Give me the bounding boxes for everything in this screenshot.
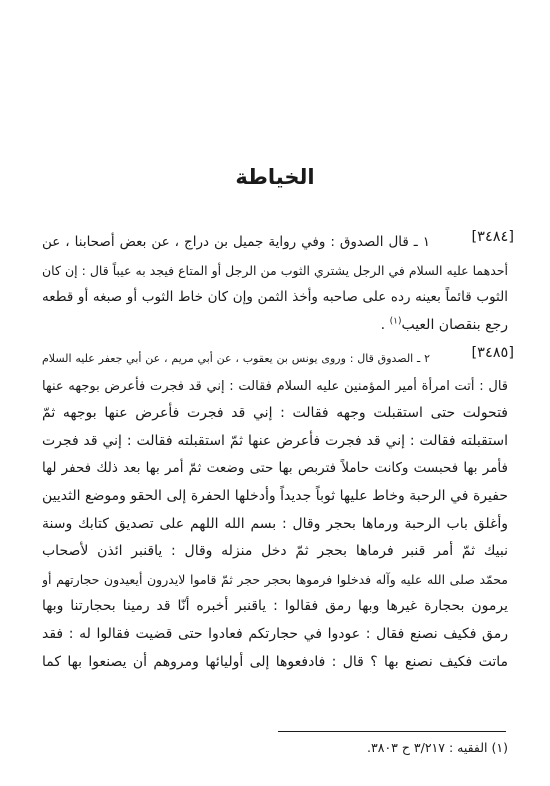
text-line: نبيك ثمّ أمر قنبر فرماها بحجر ثمّ دخل منزله وقال : ياقنبر ائذن لأصحاب <box>42 543 508 560</box>
text-line: استقبلته فقالت : إني قد فجرت فأعرض عنها ثمّ استقبلته فقالت : إني قد فجرت <box>42 432 508 449</box>
text-line-last <box>42 312 508 340</box>
text-fragment: . <box>380 316 390 333</box>
text-fragment: رجع بنقصان العيب <box>401 316 508 333</box>
text-line: ١ ـ قال الصدوق : وفي رواية جميل بن دراج ، عن بعض أصحابنا ، عن <box>42 234 430 250</box>
footnote-divider <box>278 731 506 732</box>
section-title: الخياطة <box>235 165 315 189</box>
text-line: الثوب قائماً بعينه رده على صاحبه وأخذ الثمن وإن كان خاط الثوب أو صبغه أو قطعه <box>42 289 508 306</box>
entry-3485 <box>42 345 514 676</box>
footnote-ref: (١) <box>389 316 402 327</box>
text-line: ماتت فكيف نصنع بها ؟ قال : فادفعوها إلى أوليائها ومروهم أن يصنعوا بها كما <box>42 653 508 670</box>
text-line: رمق فكيف نصنع فقال : عودوا في حجارتكم فعادوا حتى قضيت فقالوا له : فقد <box>42 625 508 642</box>
text-line: ٢ ـ الصدوق قال : وروى يونس بن يعقوب ، عن أبي مريم ، عن أبي جعفر عليه السلام <box>42 352 430 365</box>
text-line: فأمر بها فحبست وكانت حاملاً فتربص بها حتى وضعت ثمّ أمر بها بعد ذلك فحفر لها <box>42 460 508 477</box>
text-line: يرمون بحجارة غيرها وبها رمق فقالوا : ياقنبر أخبره أنّا قد رمينا بحجارتنا وبها <box>42 598 508 615</box>
text-line: حفيرة في الرحبة وخاط عليها ثوباً جديداً وأدخلها الحفرة إلى الحقو وموضع الثديين <box>42 487 508 504</box>
text-line: محمّد صلى الله عليه وآله فدخلوا فرموها بحجر حجر ثمّ قاموا لايدرون أيعيدون حجارتهم أو <box>42 571 508 587</box>
entry-number: [٣٤٨٤] <box>471 229 514 245</box>
text-line: وأغلق باب الرحبة ورماها بحجر وقال : بسم الله اللهم على تصديق كتابك وسنة <box>42 515 508 532</box>
text-line: قال : أتت امرأة أمير المؤمنين عليه السلام فقالت : إني قد فجرت فأعرض بوجهه عنها <box>42 378 508 394</box>
footnote: (١) الفقيه : ٣/٢١٧ ح ٣٨٠٣. <box>367 740 508 755</box>
entry-number: [٣٤٨٥] <box>471 345 514 361</box>
text-line: أحدهما عليه السلام في الرجل يشتري الثوب من الرجل أو المتاع فيجد به عيباً قال : إن كان <box>42 262 508 278</box>
text-line: فتحولت حتى استقبلت وجهه فقالت : إني قد فجرت فأعرض عنها بوجهه ثمّ <box>42 405 508 422</box>
entry-3484 <box>42 229 514 339</box>
